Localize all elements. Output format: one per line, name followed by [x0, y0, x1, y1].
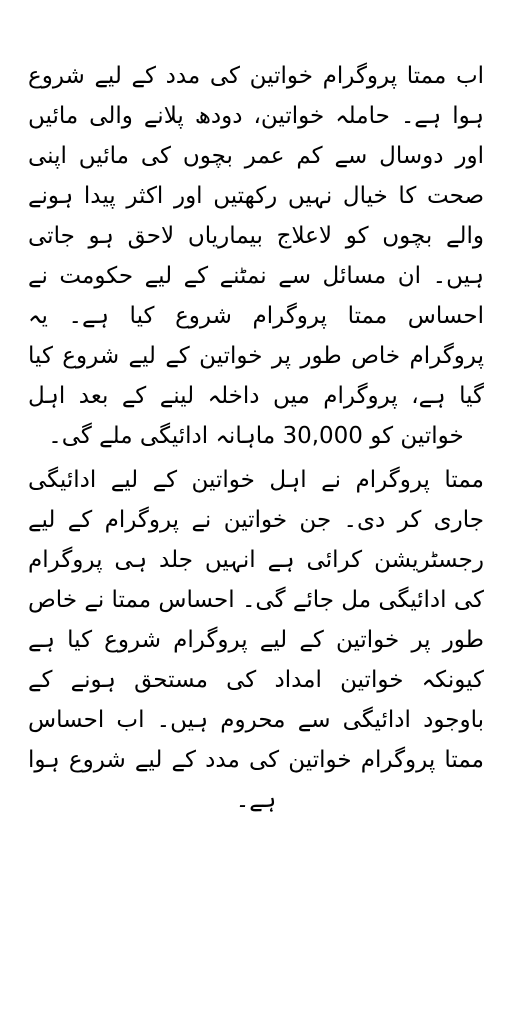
paragraph-1: اب ممتا پروگرام خواتین کی مدد کے لیے شروع ہوا ہے۔ حاملہ خواتین، دودھ پلانے والی مائیں اور دوسال سے کم عمر بچوں کی مائیں اپنی صحت کا خیال نہیں رکھتیں اور اکثر پیدا ہونے والے بچوں کو لاعلاج بیماریاں لاحق ہو جاتی ہیں۔ ان مسائل سے نمٹنے کے لیے حکومت نے احساس ممتا پروگرام شروع کیا ہے۔ یہ پروگرام خاص طور پر خواتین کے لیے شروع کیا گیا ہے، پروگرام میں داخلہ لینے کے بعد اہل خواتین کو 30,000 ماہانہ ادائیگی ملے گی۔: [28, 63, 484, 449]
article-body: [28, 56, 484, 820]
paragraph-2: ممتا پروگرام نے اہل خواتین کے لیے ادائیگی جاری کر دی۔ جن خواتین نے پروگرام کے لیے رجسٹریشن کرائی ہے انہیں جلد ہی پروگرام کی ادائیگی مل جائے گی۔ احساس ممتا نے خاص طور پر خواتین کے لیے پروگرام شروع کیا ہے کیونکہ خواتین امداد کی مستحق ہونے کے باوجود ادائیگی سے محروم ہیں۔ اب احساس ممتا پروگرام خواتین کی مدد کے لیے شروع ہوا ہے۔: [28, 467, 484, 813]
